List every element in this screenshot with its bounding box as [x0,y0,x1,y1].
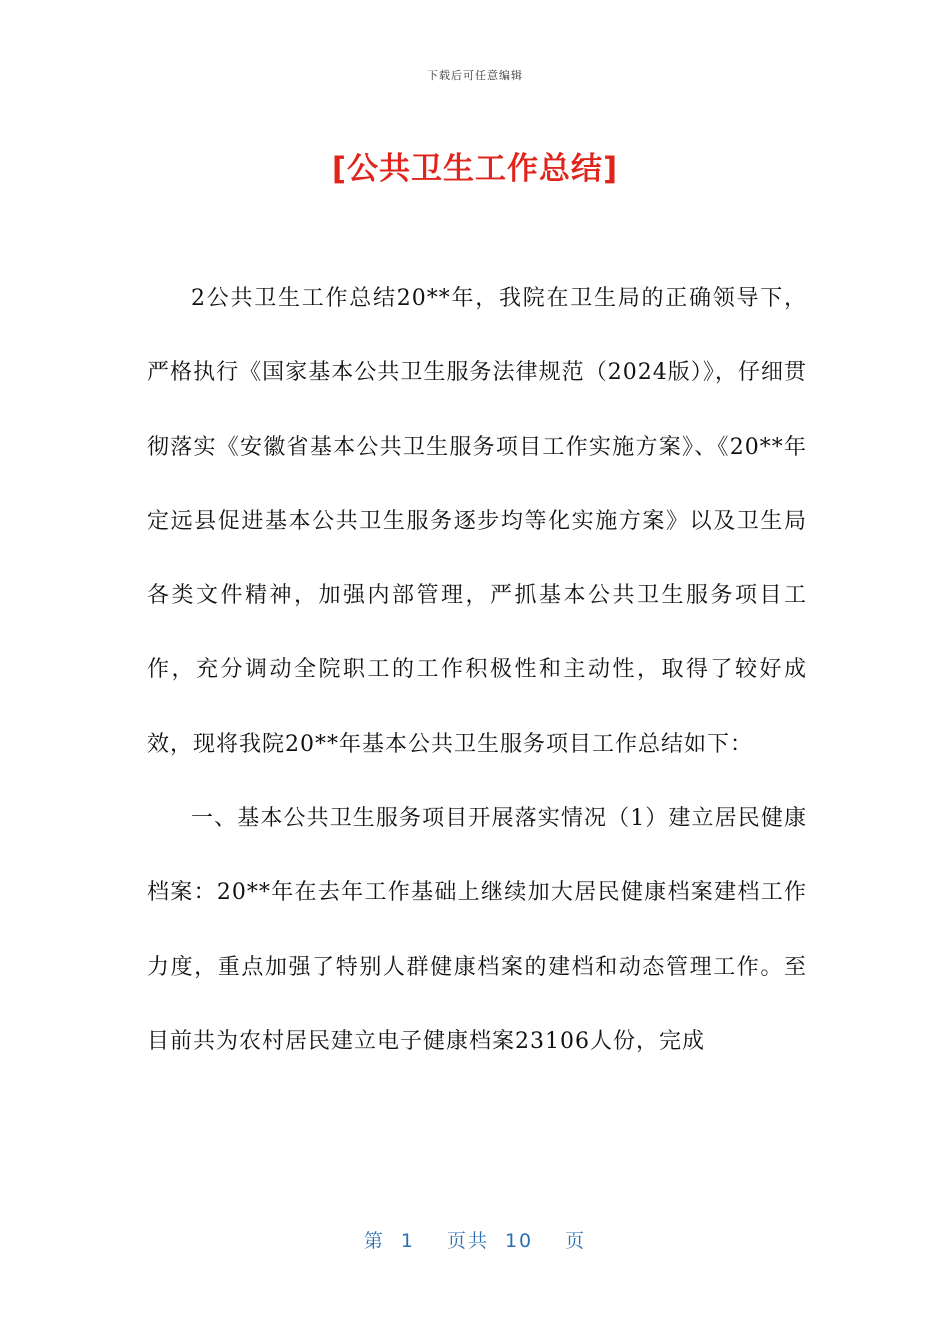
footer-mid: 页共 [446,1230,489,1252]
header-note: 下载后可任意编辑 [427,69,523,82]
page-footer [0,1226,950,1253]
footer-prefix: 第 [363,1230,385,1252]
footer-current-page: 1 [400,1230,415,1252]
document-body [147,262,807,1079]
paragraph-intro: 2公共卫生工作总结20**年，我院在卫生局的正确领导下，严格执行《国家基本公共卫生服务法律规范（2024版）》，仔细贯彻落实《安徽省基本公共卫生服务项目工作实施方案》、《20**年定远县促进基本公共卫生服务逐步均等化实施方案》以及卫生局各类文件精神，加强内部管理，严抓基本公共卫生服务项目工作，充分调动全院职工的工作积极性和主动性，取得了较好成效，现将我院20**年基本公共卫生服务项目工作总结如下： [147,286,807,757]
document-title: [公共卫生工作总结] [331,151,619,187]
footer-total-pages: 10 [504,1230,534,1252]
footer-suffix: 页 [565,1230,587,1252]
paragraph-section-one: 一、基本公共卫生服务项目开展落实情况（1）建立居民健康档案：20**年在去年工作基础上继续加大居民健康档案建档工作力度，重点加强了特别人群健康档案的建档和动态管理工作。至目前共为农村居民建立电子健康档案23106人份，完成 [147,806,807,1054]
